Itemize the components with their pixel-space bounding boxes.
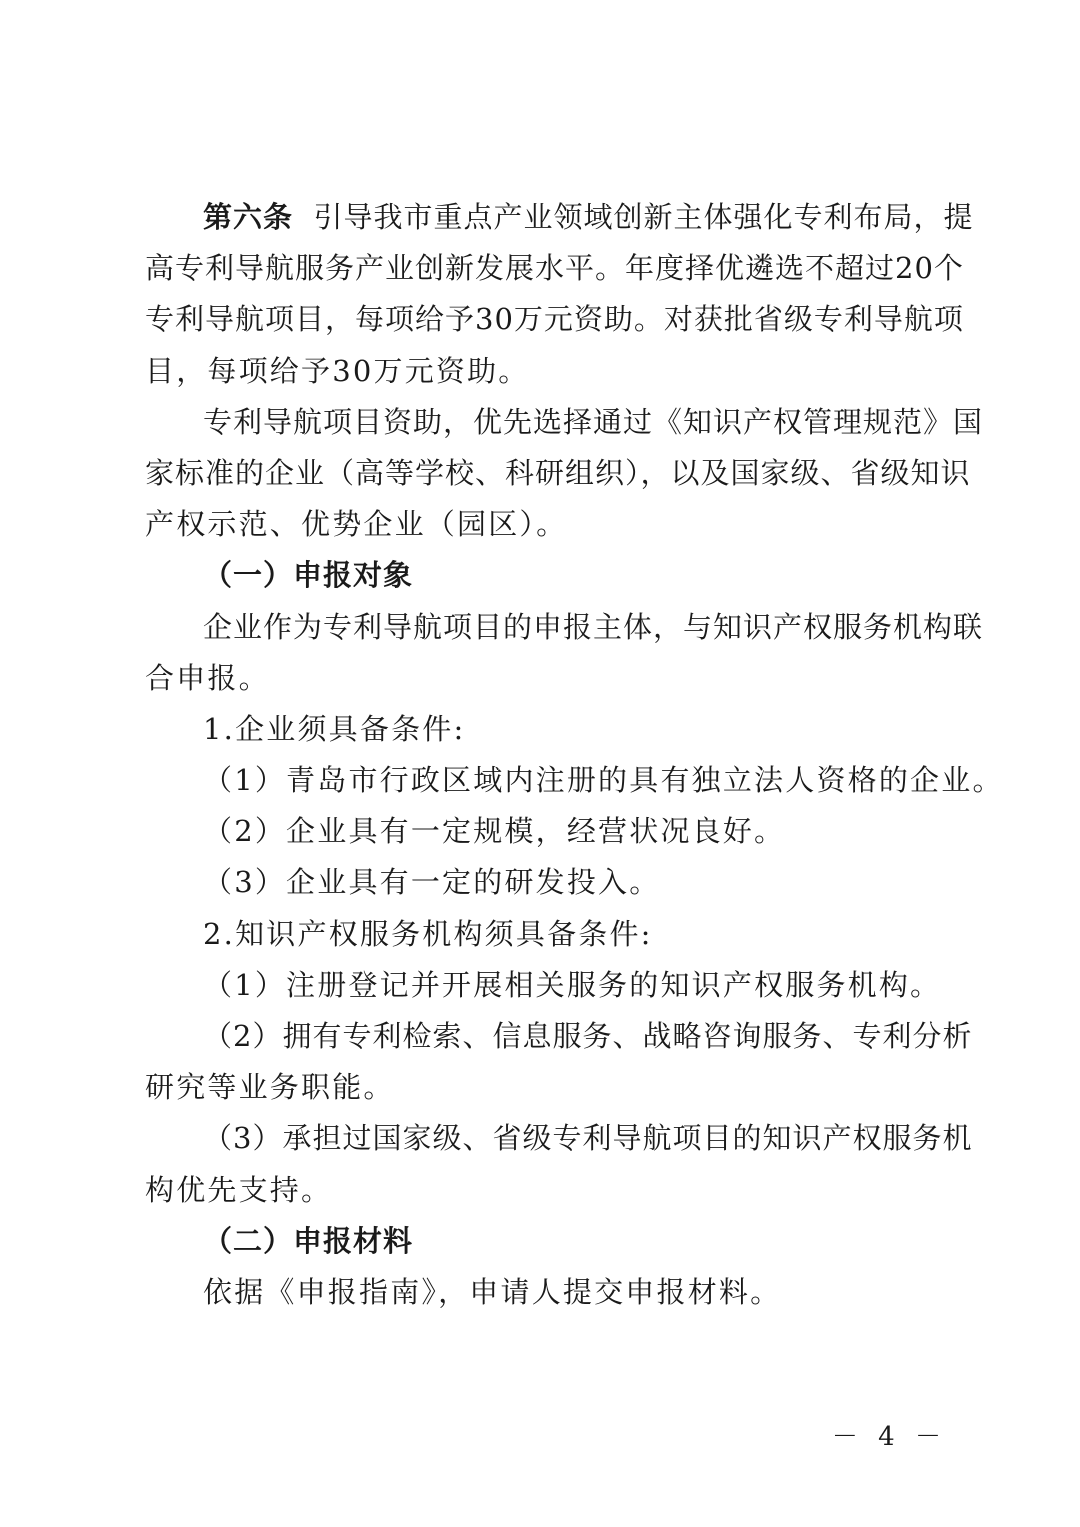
list-item-continuation: 构优先支持。 bbox=[145, 1172, 333, 1207]
article-first-line bbox=[145, 192, 974, 243]
paragraph-line: 家标准的企业（高等学校、科研组织），以及国家级、省级知识 bbox=[145, 455, 971, 490]
enterprise-requirements-title: 1.企业须具备条件: bbox=[203, 711, 466, 746]
section-heading-materials: （二）申报材料 bbox=[203, 1223, 414, 1258]
paragraph-line: 依据《申报指南》，申请人提交申报材料。 bbox=[203, 1274, 782, 1309]
list-item: （2）企业具有一定规模，经营状况良好。 bbox=[203, 814, 786, 849]
agency-requirements-title: 2.知识产权服务机构须具备条件: bbox=[203, 916, 653, 951]
list-item: （2）拥有专利检索、信息服务、战略咨询服务、专利分析 bbox=[203, 1019, 973, 1053]
paragraph-line: 专利导航项目，每项给予30万元资助。对获批省级专利导航项 bbox=[145, 302, 964, 337]
article-text: 引导我市重点产业领域创新主体强化专利布局，提 bbox=[313, 200, 974, 234]
page-number: － 4 － bbox=[831, 1422, 947, 1452]
paragraph-line: 企业作为专利导航项目的申报主体，与知识产权服务机构联 bbox=[203, 609, 984, 644]
paragraph-line: 高专利导航服务产业创新发展水平。年度择优遴选不超过20个 bbox=[145, 251, 964, 286]
paragraph-line: 产权示范、优势企业（园区）。 bbox=[145, 507, 568, 542]
list-item: （1）注册登记并开展相关服务的知识产权服务机构。 bbox=[203, 967, 942, 1002]
list-item: （1）青岛市行政区域内注册的具有独立法人资格的企业。 bbox=[203, 763, 1004, 798]
paragraph-line: 目，每项给予30万元资助。 bbox=[145, 353, 530, 388]
section-heading-applicants: （一）申报对象 bbox=[203, 558, 414, 593]
document-body bbox=[145, 192, 1004, 1318]
list-item-continuation: 研究等业务职能。 bbox=[145, 1070, 395, 1105]
article-heading: 第六条 bbox=[203, 200, 294, 234]
list-item: （3）企业具有一定的研发投入。 bbox=[203, 865, 661, 900]
list-item: （3）承担过国家级、省级专利导航项目的知识产权服务机 bbox=[203, 1121, 973, 1156]
paragraph-line: 合申报。 bbox=[145, 660, 270, 695]
paragraph-line: 专利导航项目资助，优先选择通过《知识产权管理规范》国 bbox=[203, 404, 984, 439]
